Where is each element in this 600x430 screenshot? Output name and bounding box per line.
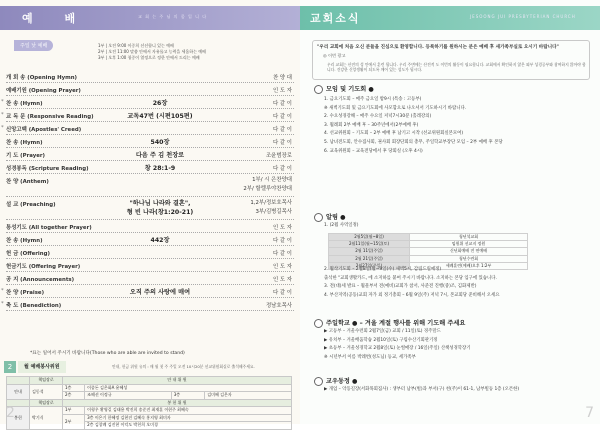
duty-cell: 김미혜 김은자 xyxy=(205,392,292,400)
order-item-name: 성경봉독 (Scripture Reading) xyxy=(6,166,89,172)
schedule-event: 청년석교회 xyxy=(410,234,528,241)
schedule-date: 2월5일(월~8일) xyxy=(329,234,410,241)
order-row xyxy=(6,70,294,83)
order-item-name: 기 도 (Prayer) xyxy=(6,153,46,159)
duty-section-header xyxy=(4,361,296,373)
schedule-table xyxy=(328,233,528,270)
list-item: 5. 남녀전도회, 안수집사회, 권사회 회장단회의 총무, 주일학교부장단 모임 – 2부 예배 후 본당 xyxy=(324,139,503,145)
order-item-person: 다 같 이 xyxy=(272,290,292,296)
table-row xyxy=(329,248,528,255)
order-item-person: 다 같 이 xyxy=(272,166,292,172)
list-item: ▶ 고등부 – 겨울수련회 2월7일(금) 교회 / 11일(토) 경주말드 xyxy=(324,329,441,334)
order-row xyxy=(6,174,294,197)
order-item-person: 다 같 이 xyxy=(272,251,292,257)
order-item-content: 창 28:1-9 xyxy=(144,165,176,172)
duty-cell: 이형우 황영길 김태용 박진희 송준진 최재훈 이현주 최혜숙 xyxy=(85,407,292,415)
schedule-date: 2월27일(주일) xyxy=(329,262,410,269)
order-item-person: 인 도 자 xyxy=(272,277,292,283)
news-subtitle: JESOONG JUI PRESBYTERIAN CHURCH xyxy=(470,14,576,19)
table-row xyxy=(329,255,528,262)
duty-cell: 2부 xyxy=(63,414,85,429)
duty-table xyxy=(6,376,292,430)
members-list xyxy=(324,386,592,395)
order-item-name: 찬 송 (Hymn) xyxy=(6,140,43,146)
duty-elder: 김동석 xyxy=(30,384,63,399)
section-title: 교우동정 ● xyxy=(326,378,358,385)
duty-head: 책임장로 xyxy=(30,399,63,407)
table-row xyxy=(329,241,528,248)
order-row xyxy=(6,83,294,96)
duty-cell: 1부 xyxy=(63,407,85,415)
duty-cat: 봉헌 xyxy=(7,407,30,430)
list-item: 4. 선교위원회 – 기도회 – 2부 예배 후 남기고 시작 (선교위원회실본모여) xyxy=(324,131,464,137)
list-item: 출석한 "교회생활카드, 에 소지하를 붙여 주시기 바랍니다. 소지하는 본당 입구에 있습니다. xyxy=(324,275,497,281)
news-title: 교회소식 xyxy=(310,12,361,25)
schedule-date: 2월11일(월~15일(토) xyxy=(329,241,410,248)
list-item: ※ 새벽기도회 및 금요기도회에 사모함으로 나오셔서 기도하시기 바랍니다. xyxy=(324,105,467,111)
order-item-person: 다 같 이 xyxy=(272,127,292,133)
stand-mark: * xyxy=(1,112,4,118)
list-item: ▶ 유치부 – 겨울배움학습 2월10일(토) 구립수산기회관기정 xyxy=(324,337,438,343)
order-item-name: 찬 양 (Praise) xyxy=(6,290,45,296)
notices-list xyxy=(324,222,592,231)
order-row xyxy=(6,148,294,161)
schedule-event: 임원위 선교지 정원 xyxy=(410,241,528,248)
stand-mark: * xyxy=(1,125,4,131)
order-row xyxy=(1,109,294,122)
list-item: 2. 수요성경강해 – 매주 수요일 저녁7시30분 (홀레강의) xyxy=(324,114,432,120)
section-number: 2 xyxy=(4,361,16,373)
stand-mark: * xyxy=(1,99,4,105)
meetings-list xyxy=(324,96,592,156)
list-item: 3. 월례회 2부 예배 후 – 30주년에서(2부예배 후) xyxy=(324,122,419,128)
news-banner xyxy=(300,6,600,30)
list-item: ▶ 개업 – 악동길장(서화목회집사) : 생부터 남부(벌)과 부서(구) 천(주)이 61-1, 남부빌등 1층 (오픈한) xyxy=(324,387,520,392)
order-item-person: 찬 양 대 xyxy=(272,75,292,81)
duty-cell: 2층 김창례 김진현 이덕도 박천희 오미경 xyxy=(85,422,292,430)
order-item-content: 540장 xyxy=(150,139,170,146)
section-members xyxy=(314,376,357,386)
section-notices xyxy=(314,212,346,222)
schedule-date: 2월 11일(주일) xyxy=(329,248,410,255)
section-sunday-school xyxy=(314,318,465,328)
order-row xyxy=(1,285,294,298)
bullet-icon xyxy=(314,213,323,222)
service-time-1: 1부 | 오전 9:00 이중희 선선합니 있는 예배 xyxy=(98,43,174,48)
order-item-person: 다 같 이 xyxy=(272,238,292,244)
list-item: 6. 교육위원회 – 교육전당에서 후 당회실 (오후 4시) xyxy=(324,148,423,154)
order-item-name: 통성기도 (All together Prayer) xyxy=(6,225,92,231)
right-page xyxy=(300,0,600,424)
order-item-name: 교 독 문 (Responsive Reading) xyxy=(6,114,94,120)
schedule-event: 청년수련회 xyxy=(410,255,528,262)
section-title: 모임 및 기도회 ● xyxy=(326,86,374,93)
duty-cell: 조해선 이정규 xyxy=(85,392,172,400)
notices-list-more xyxy=(324,266,592,300)
order-item-name: 찬 송 (Hymn) xyxy=(6,238,43,244)
notice-text: 우리 교회는 산전의 성 안에서 훈련 됩니다. 우리 주변에는 산전적 도 이번의 활동이 필요합니다. 교회에서 확인하지 않은 외부 성경공부와 참여하지 않아야 합니다. 건강한 신앙생활이 되도록 깨어 있는 성도가 됩시다. xyxy=(327,62,586,72)
order-item-content: 442장 xyxy=(150,237,170,244)
stand-mark: * xyxy=(1,301,4,307)
duty-head: 봉 헌 위 원 xyxy=(63,399,292,407)
welcome-text: "우리 교회에 처음 오신 분들을 진심으로 환영합니다. 등록하기를 원하시는 분은 예배 후 새가족부실로 오시기 바랍니다" xyxy=(317,45,559,50)
section-note: 안내, 헌금 위원 유의 : 매 월 첫 주 주일 오전 10시20분 선교위원회실로 출석해주세요. xyxy=(112,364,255,369)
order-item-name: 설 교 (Preaching) xyxy=(6,202,56,208)
schedule-event: 세례훈련(예배)오후 1:2부 xyxy=(410,262,528,269)
order-item-person: 조윤범장로 xyxy=(265,153,292,159)
duty-elder: 박기식 xyxy=(30,407,63,430)
order-item-person: 인 도 자 xyxy=(272,225,292,231)
order-item-content: 다음 주 김 천장로 xyxy=(135,152,185,159)
order-row xyxy=(6,161,294,174)
page-number: 7 xyxy=(585,405,594,421)
page-number: 2 xyxy=(6,405,15,421)
order-row xyxy=(6,246,294,259)
order-item-name: 찬 양 (Anthem) xyxy=(6,179,49,185)
order-row xyxy=(6,220,294,233)
left-page xyxy=(0,0,300,428)
service-time-2: 2부 | 오전 11:00 말씀 안에서 자유롭고 능력을 세움하는 예배 xyxy=(98,49,207,54)
order-item-person: 다 같 이 xyxy=(272,114,292,120)
schedule-date: 2월 21일(주일) xyxy=(329,255,410,262)
order-item-name: 헌 금 (Offering) xyxy=(6,251,50,257)
order-item-person: 정남호목사 xyxy=(265,303,292,309)
sunday-school-list xyxy=(324,328,592,362)
order-row xyxy=(6,135,294,148)
section-meetings xyxy=(314,84,374,94)
order-item-person: 1부/ 시 은찬양대 2부/ 할렐루야찬양대 xyxy=(243,177,292,192)
duty-cell: 3층 xyxy=(171,392,205,400)
order-row xyxy=(1,298,294,311)
order-item-person: 다 같 이 xyxy=(272,101,292,107)
order-item-name: 신앙고백 (Apostles' Creed) xyxy=(6,127,82,133)
service-time-3: 3부 | 오후 1:00 청중이 열정으로 정한 안에서 드리는 예배 xyxy=(98,55,200,60)
duty-cell: 이종돈 김은화A 윤혜성 xyxy=(85,384,292,392)
order-item-person: 다 같 이 xyxy=(272,140,292,146)
section-label: 월 예배봉사위원 xyxy=(18,361,66,373)
list-item: ▶ 초등부 – 겨울성경학교 2월8일(토) 눈썰매장 / 16일(주일) 산책성경학장기 xyxy=(324,346,471,352)
list-item: 4. 부산지역(공동)교회 자가 외 정기총회 – 6월 9일(주) 저녁 7시, 본교회당 준비해서 오세요 xyxy=(324,292,500,298)
order-row xyxy=(1,122,294,135)
order-item-person: 인 도 자 xyxy=(272,264,292,270)
order-item-person: 인 도 자 xyxy=(272,88,292,94)
duty-head: 책임장로 xyxy=(30,377,63,385)
worship-subtitle: 교 회 는 주 님 의 몸 입 니 다 xyxy=(138,14,208,19)
order-row xyxy=(6,272,294,285)
order-item-person: 1,2부/정보호목사 3부/김병길목사 xyxy=(250,200,292,215)
duty-cell: 2층 xyxy=(63,392,85,400)
order-item-name: 개 회 송 (Opening Hymn) xyxy=(6,75,78,81)
bullet-icon xyxy=(314,85,323,94)
duty-head: 안 내 위 원 xyxy=(63,377,292,385)
service-times xyxy=(98,43,206,61)
list-item: 2. 월삭기도회 – 2월8일(월~9일(수) 새벽5시, 감림드릴예정) xyxy=(324,267,442,272)
list-item: 1. (2월 사역일정) xyxy=(324,223,359,228)
list-item: 3. 전(대)세 발표 – 월물부서 전(예비)교회가 참서, 사준전 진행(중)조, 김화제반) xyxy=(324,284,477,290)
section-title: 주일학교 ● – 겨울 계절 행사를 위해 기도해 주세요 xyxy=(326,320,466,327)
order-item-name: 찬 송 (Hymn) xyxy=(6,101,43,107)
order-of-worship xyxy=(1,70,294,311)
order-item-content: 오직 주의 사랑에 매여 xyxy=(129,289,191,296)
worship-title: 예 배 xyxy=(22,12,90,25)
service-tag: 주일 낮 예배 xyxy=(14,40,53,51)
list-item: 1. 금요기도회 – 매주 금요일 밤9시 (특송 : 고등부) xyxy=(324,97,422,102)
schedule-event: 신년회예배 전 연예배 xyxy=(410,248,528,255)
notice-heading: ◎ 이번 광고 xyxy=(323,53,346,58)
order-item-name: 예배기원 (Opening Prayer) xyxy=(6,88,81,94)
order-item-content: 26장 xyxy=(152,100,168,107)
order-row xyxy=(6,233,294,246)
welcome-box xyxy=(312,40,590,80)
order-item-content: "하나님 나라와 결혼", 형 빈 나라(창1:20-21) xyxy=(126,200,194,216)
duty-cell: 3층 이은기 한혜정 김현진 김혜숙 홍지영 최미자 xyxy=(85,414,292,422)
section-title: 알림 ● xyxy=(326,214,346,221)
table-row xyxy=(329,234,528,241)
bullet-icon xyxy=(314,319,323,328)
order-row xyxy=(1,96,294,109)
order-item-content: 교독47번 (시편105편) xyxy=(127,113,193,120)
stand-mark: * xyxy=(1,288,4,294)
list-item: ※ 시년부서 이름 박례번(성도님) 등교, 세가족부 xyxy=(324,354,416,360)
order-item-name: 공 지 (Announcements) xyxy=(6,277,75,283)
order-row xyxy=(6,197,294,220)
order-item-name: 헌금기도 (Offering Prayer) xyxy=(6,264,81,270)
duty-cat: 안내 xyxy=(7,384,30,399)
order-item-name: 축 도 (Benediction) xyxy=(6,303,62,309)
stand-note: *표는 일어서 주시기 바랍니다(Those who are able are invited to stand) xyxy=(30,351,185,356)
duty-cell: 1층 xyxy=(63,384,85,392)
order-row xyxy=(6,259,294,272)
bullet-icon xyxy=(314,377,323,386)
worship-banner xyxy=(0,6,300,30)
